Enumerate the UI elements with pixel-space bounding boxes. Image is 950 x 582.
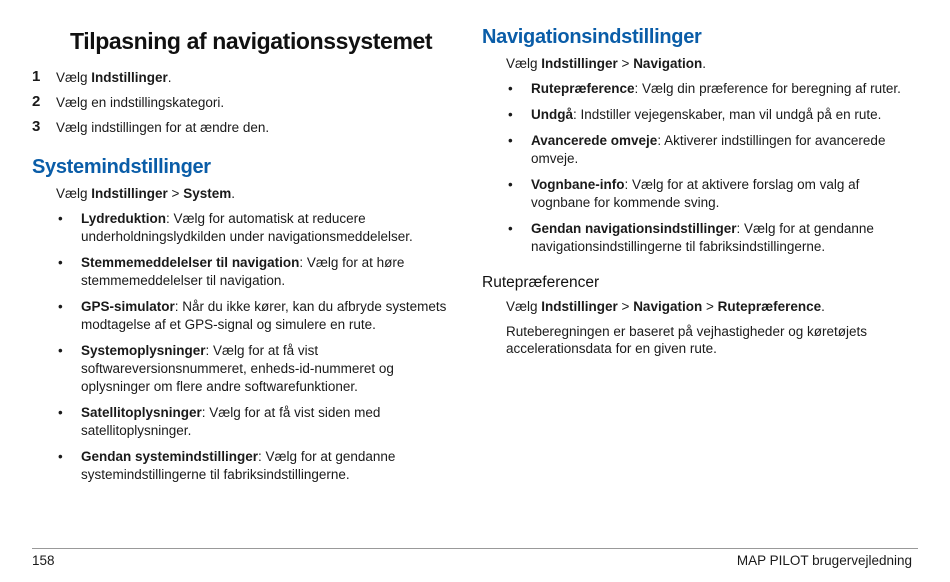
system-settings-list	[32, 210, 452, 484]
bullet-icon: •	[58, 405, 63, 420]
footer-divider	[32, 548, 918, 549]
list-item	[56, 448, 452, 484]
item-term: Vognbane-info	[531, 177, 625, 192]
list-item	[506, 220, 922, 256]
item-desc: : Indstiller vejegenskaber, man vil undgå på en rute.	[573, 107, 882, 122]
item-desc: : Vælg for at få vist softwareversionsnummeret, enheds-id-nummeret og oplysninger om flere andre softwarefunktioner.	[81, 343, 394, 394]
bullet-icon: •	[508, 177, 513, 192]
item-desc: : Vælg for at gendanne navigationsindstillingerne til fabriksindstillingerne.	[531, 221, 874, 254]
navigation-settings-list	[482, 80, 922, 256]
path-text-end: .	[821, 299, 825, 314]
step-number: 2	[32, 93, 41, 110]
path-bold: Navigation	[633, 56, 703, 71]
path-bold: Indstillinger	[91, 186, 168, 201]
path-bold: System	[183, 186, 232, 201]
system-settings-path	[56, 185, 452, 202]
manual-name: MAP PILOT brugervejledning	[736, 553, 912, 568]
path-bold: Indstillinger	[541, 299, 618, 314]
bullet-icon: •	[508, 221, 513, 236]
list-item	[506, 132, 922, 168]
path-sep: >	[167, 186, 184, 201]
route-preferences-path	[506, 298, 922, 315]
item-desc: : Vælg for at gendanne systemindstillingerne til fabriksindstillingerne.	[81, 449, 396, 482]
item-term: Systemoplysninger	[81, 343, 206, 358]
path-bold: Indstillinger	[541, 56, 618, 71]
navigation-settings-heading: Navigationsindstillinger	[482, 26, 702, 48]
step-item	[32, 119, 452, 136]
item-desc: : Aktiverer indstillingen for avancerede omveje.	[531, 133, 886, 166]
item-desc: : Når du ikke kører, kan du afbryde systemets modtagelse af et GPS-signal og simulere en rute.	[81, 299, 447, 332]
path-bold: Navigation	[633, 299, 703, 314]
bullet-icon: •	[58, 343, 63, 358]
list-item	[56, 254, 452, 290]
item-term: Gendan systemindstillinger	[81, 449, 259, 464]
step-text: Vælg indstillingen for at ændre den.	[56, 120, 270, 135]
left-column	[32, 24, 452, 492]
step-text: Vælg en indstillingskategori.	[56, 95, 225, 110]
bullet-icon: •	[58, 211, 63, 226]
bullet-icon: •	[58, 299, 63, 314]
step-number: 3	[32, 118, 41, 135]
item-term: Stemmemeddelelser til navigation	[81, 255, 300, 270]
right-column	[482, 24, 922, 363]
item-desc: : Vælg for at høre stemmemeddelelser til navigation.	[81, 255, 405, 288]
path-text-end: .	[702, 56, 706, 71]
steps-list	[32, 69, 452, 136]
bullet-icon: •	[508, 133, 513, 148]
page-title: Tilpasning af navigationssystemet	[70, 28, 433, 54]
route-preferences-paragraph: Ruteberegningen er baseret på vejhastigheder og køretøjets accelerationsdata for en given rute.	[506, 324, 867, 356]
item-term: Undgå	[531, 107, 573, 122]
item-term: Satellitoplysninger	[81, 405, 202, 420]
item-desc: : Vælg for automatisk at reducere underholdningslydkilden under navigationsmeddelelser.	[81, 211, 413, 244]
item-term: Lydreduktion	[81, 211, 167, 226]
bullet-icon: •	[58, 255, 63, 270]
step-item	[32, 69, 452, 86]
step-text: Vælg	[56, 70, 92, 85]
list-item	[56, 298, 452, 334]
path-bold: Rutepræference	[717, 299, 822, 314]
page-number: 158	[32, 553, 55, 568]
path-text: Vælg	[506, 56, 542, 71]
path-text-end: .	[231, 186, 235, 201]
item-desc: : Vælg for at få vist siden med satellitoplysninger.	[81, 405, 381, 438]
list-item	[506, 80, 922, 98]
navigation-settings-path	[506, 55, 922, 72]
bullet-icon: •	[508, 107, 513, 122]
list-item	[56, 210, 452, 246]
bullet-icon: •	[508, 81, 513, 96]
path-text: Vælg	[506, 299, 542, 314]
item-term: GPS-simulator	[81, 299, 175, 314]
step-text-end: .	[167, 70, 172, 85]
step-item	[32, 94, 452, 111]
path-sep: >	[617, 56, 634, 71]
list-item	[56, 342, 452, 396]
route-preferences-heading: Rutepræferencer	[482, 274, 600, 291]
list-item	[56, 404, 452, 440]
item-term: Gendan navigationsindstillinger	[531, 221, 737, 236]
system-settings-heading: Systemindstillinger	[32, 156, 211, 178]
path-sep: >	[617, 299, 634, 314]
step-number: 1	[32, 68, 41, 85]
path-sep: >	[702, 299, 718, 314]
item-term: Rutepræference	[531, 81, 635, 96]
item-desc: : Vælg din præference for beregning af ruter.	[634, 81, 901, 96]
list-item	[506, 176, 922, 212]
step-bold: Indstillinger	[91, 70, 168, 85]
list-item	[506, 106, 922, 124]
path-text: Vælg	[56, 186, 92, 201]
item-term: Avancerede omveje	[531, 133, 658, 148]
item-desc: : Vælg for at aktivere forslag om valg af vognbane for kommende sving.	[531, 177, 860, 210]
bullet-icon: •	[58, 449, 63, 464]
